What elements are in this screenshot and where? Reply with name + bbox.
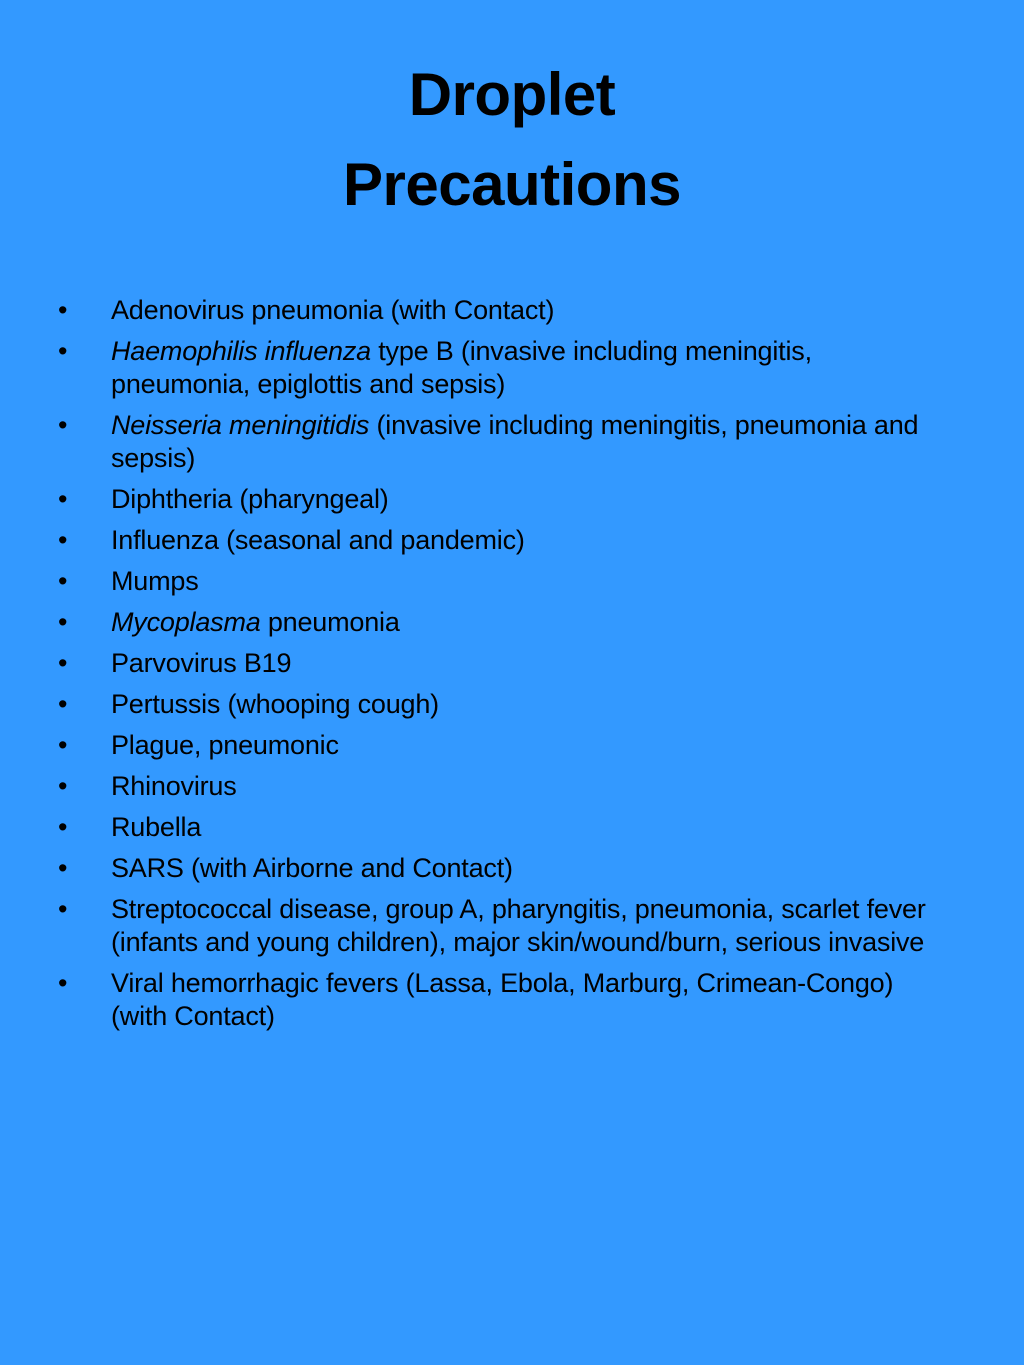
list-item xyxy=(0,811,1024,844)
bullet-icon: • xyxy=(58,853,68,883)
list-item-label: (invasive including meningitis, pneumonia and sepsis) xyxy=(111,410,919,473)
list-item-label: Influenza (seasonal and pandemic) xyxy=(111,525,525,555)
title-line-2: Precautions xyxy=(343,151,681,218)
list-item-text xyxy=(111,336,812,399)
bullet-icon: • xyxy=(58,410,68,440)
list-item xyxy=(0,647,1024,680)
list-item-label: SARS (with Airborne and Contact) xyxy=(111,853,513,883)
list-item-text xyxy=(111,771,237,801)
list-item-italic: Mycoplasma xyxy=(111,607,261,637)
list-item-text xyxy=(111,410,918,473)
list-item-label: Diphtheria (pharyngeal) xyxy=(111,484,389,514)
list-item xyxy=(0,335,1024,401)
bullet-icon: • xyxy=(58,607,68,637)
list-item xyxy=(0,688,1024,721)
bullet-icon: • xyxy=(58,336,68,366)
list-item-text xyxy=(111,968,893,1031)
bullet-icon: • xyxy=(58,689,68,719)
list-item-italic: Neisseria meningitidis xyxy=(111,410,370,440)
list-item-label: Streptococcal disease, group A, pharyngitis, pneumonia, scarlet fever (infants and young children), major skin/wound/burn, serious invasive xyxy=(111,894,926,957)
list-item-label: Parvovirus B19 xyxy=(111,648,292,678)
bullet-icon: • xyxy=(58,771,68,801)
list-item-text xyxy=(111,648,291,678)
list-item xyxy=(0,409,1024,475)
bullet-icon: • xyxy=(58,730,68,760)
list-item-label: type B (invasive including meningitis, pneumonia, epiglottis and sepsis) xyxy=(111,336,812,399)
list-item xyxy=(0,606,1024,639)
bullet-icon: • xyxy=(58,525,68,555)
list-item xyxy=(0,893,1024,959)
list-item xyxy=(0,524,1024,557)
list-item-text xyxy=(111,853,513,883)
list-item xyxy=(0,483,1024,516)
list-item-label: Rubella xyxy=(111,812,202,842)
list-item-text xyxy=(111,566,199,596)
bullet-icon: • xyxy=(58,566,68,596)
list-item-label: Adenovirus pneumonia (with Contact) xyxy=(111,295,555,325)
list-item-label: Mumps xyxy=(111,566,199,596)
list-item xyxy=(0,770,1024,803)
list-item-text xyxy=(111,484,389,514)
list-item xyxy=(0,967,1024,1033)
bullet-icon: • xyxy=(58,648,68,678)
list-item xyxy=(0,852,1024,885)
bullet-icon: • xyxy=(58,812,68,842)
slide-title xyxy=(0,50,1024,230)
bullet-icon: • xyxy=(58,968,68,998)
list-item-text xyxy=(111,295,554,325)
bullet-icon: • xyxy=(58,484,68,514)
list-item-text xyxy=(111,730,339,760)
list-item-label: Viral hemorrhagic fevers (Lassa, Ebola, Marburg, Crimean-Congo) (with Contact) xyxy=(111,968,894,1031)
list-item xyxy=(0,565,1024,598)
list-item-text xyxy=(111,894,926,957)
bullet-list xyxy=(0,294,1024,1041)
bullet-icon: • xyxy=(58,295,68,325)
list-item-italic: Haemophilis influenza xyxy=(111,336,371,366)
list-item-label: pneumonia xyxy=(260,607,400,637)
list-item-text xyxy=(111,607,400,637)
list-item-text xyxy=(111,525,525,555)
list-item xyxy=(0,729,1024,762)
title-line-1: Droplet xyxy=(408,61,616,128)
list-item-label: Pertussis (whooping cough) xyxy=(111,689,439,719)
list-item-text xyxy=(111,689,439,719)
list-item xyxy=(0,294,1024,327)
bullet-icon: • xyxy=(58,894,68,924)
list-item-text xyxy=(111,812,201,842)
list-item-label: Rhinovirus xyxy=(111,771,237,801)
list-item-label: Plague, pneumonic xyxy=(111,730,339,760)
